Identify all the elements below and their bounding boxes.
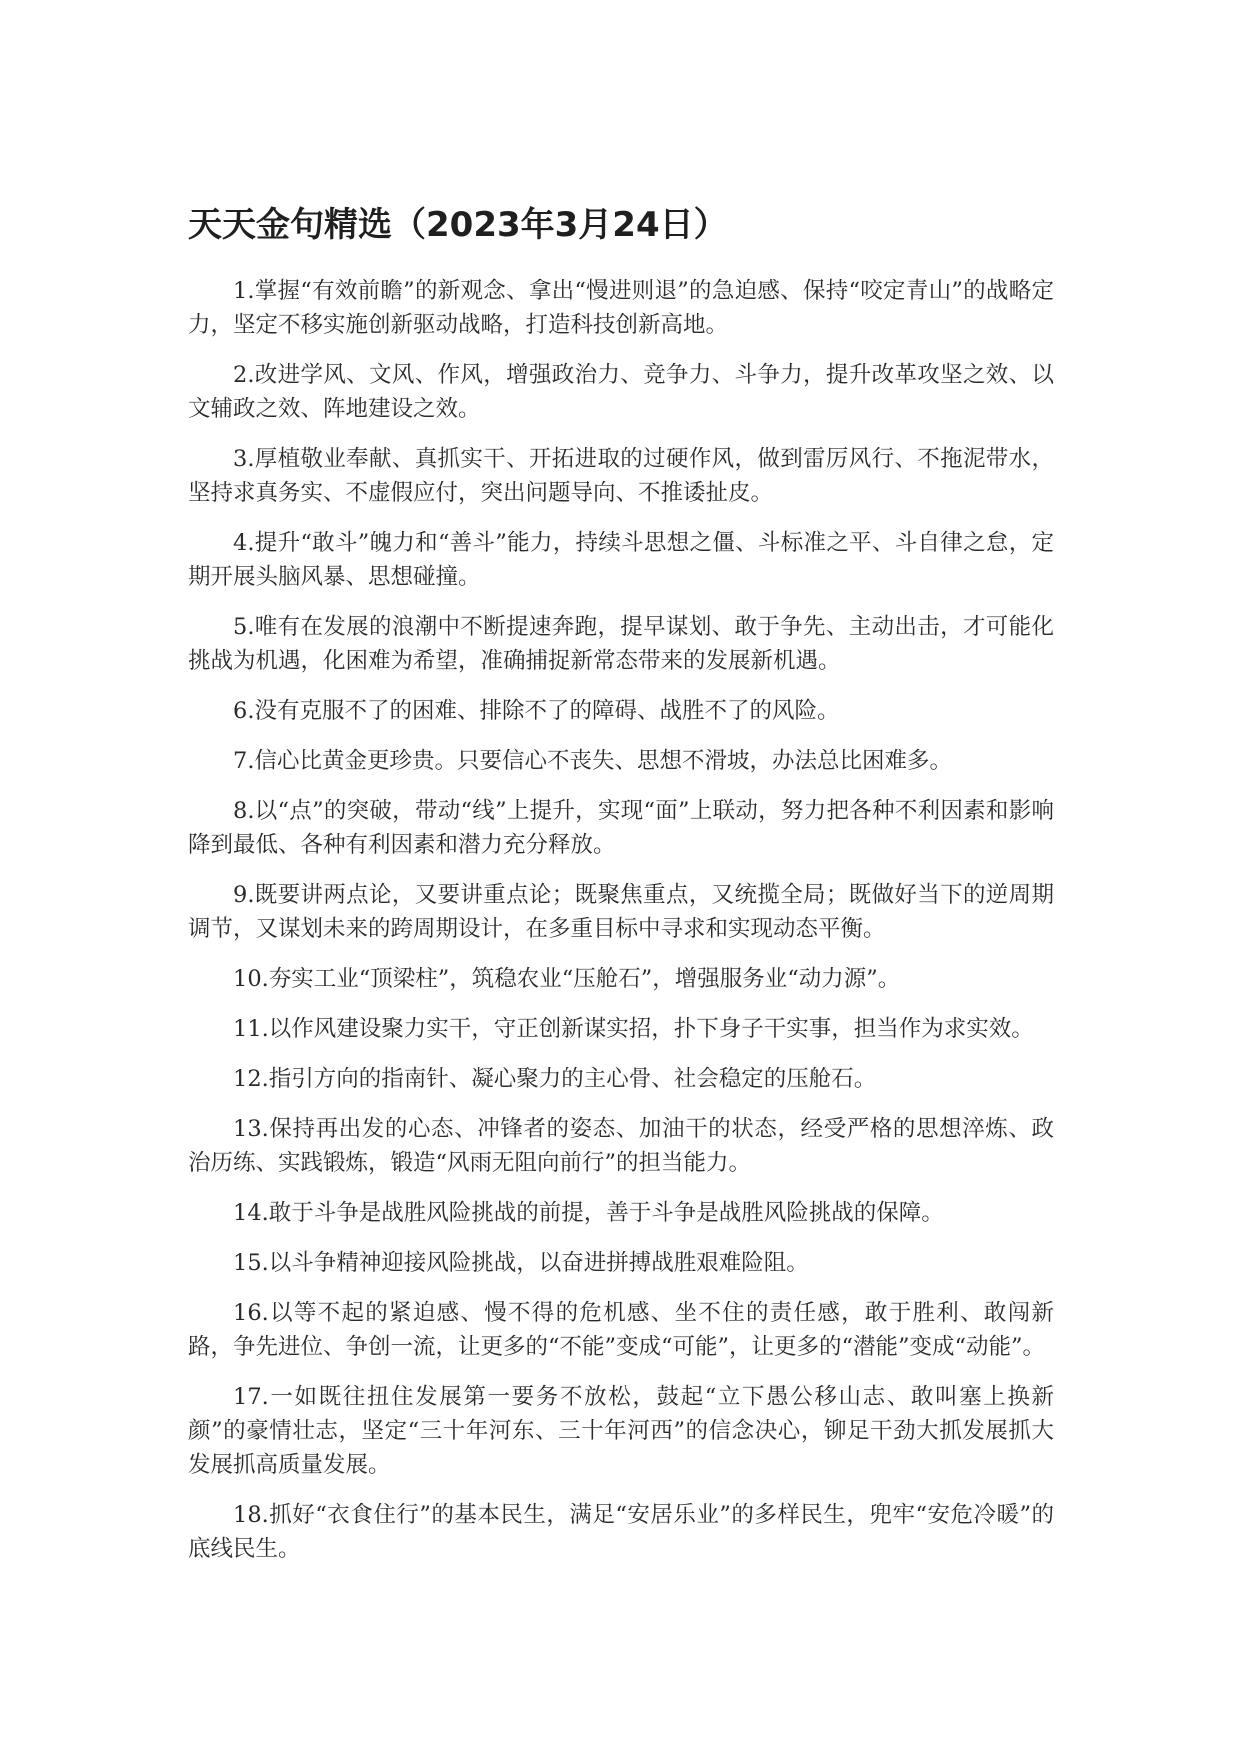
paragraph-1: 1.掌握“有效前瞻”的新观念、拿出“慢进则退”的急迫感、保持“咬定青山”的战略定力，坚定不移实施创新驱动战略，打造科技创新高地。	[188, 278, 1054, 338]
paragraph-18: 18.抓好“衣食住行”的基本民生，满足“安居乐业”的多样民生，兜牢“安危冷暖”的底线民生。	[188, 1502, 1054, 1562]
paragraph-8: 8.以“点”的突破，带动“线”上提升，实现“面”上联动，努力把各种不利因素和影响降到最低、各种有利因素和潜力充分释放。	[188, 798, 1054, 858]
paragraph-16: 16.以等不起的紧迫感、慢不得的危机感、坐不住的责任感，敢于胜利、敢闯新路，争先进位、争创一流，让更多的“不能”变成“可能”，让更多的“潜能”变成“动能”。	[188, 1300, 1054, 1360]
paragraph-10: 10.夯实工业“顶梁柱”，筑稳农业“压舱石”，增强服务业“动力源”。	[233, 966, 901, 992]
paragraph-13: 13.保持再出发的心态、冲锋者的姿态、加油干的状态，经受严格的思想淬炼、政治历练、实践锻炼，锻造“风雨无阻向前行”的担当能力。	[188, 1116, 1054, 1176]
paragraph-9: 9.既要讲两点论，又要讲重点论；既聚焦重点，又统揽全局；既做好当下的逆周期调节，又谋划未来的跨周期设计，在多重目标中寻求和实现动态平衡。	[188, 882, 1054, 942]
paragraph-15: 15.以斗争精神迎接风险挑战，以奋进拼搏战胜艰难险阻。	[233, 1250, 809, 1276]
paragraph-17: 17.一如既往扭住发展第一要务不放松，鼓起“立下愚公移山志、敢叫塞上换新颜”的豪情壮志，坚定“三十年河东、三十年河西”的信念决心，铆足干劲大抓发展抓大发展抓高质量发展。	[188, 1384, 1054, 1478]
paragraph-14: 14.敢于斗争是战胜风险挑战的前提，善于斗争是战胜风险挑战的保障。	[233, 1200, 944, 1226]
paragraph-12: 12.指引方向的指南针、凝心聚力的主心骨、社会稳定的压舱石。	[233, 1066, 877, 1092]
paragraph-4: 4.提升“敢斗”魄力和“善斗”能力，持续斗思想之僵、斗标准之平、斗自律之怠，定期开展头脑风暴、思想碰撞。	[188, 530, 1054, 590]
document-body	[188, 274, 1054, 1582]
document-title: 天天金句精选（2023年3月24日）	[188, 205, 728, 245]
paragraph-3: 3.厚植敬业奉献、真抓实干、开拓进取的过硬作风，做到雷厉风行、不拖泥带水，坚持求真务实、不虚假应付，突出问题导向、不推诿扯皮。	[188, 446, 1054, 506]
paragraph-6: 6.没有克服不了的困难、排除不了的障碍、战胜不了的风险。	[233, 698, 840, 724]
paragraph-2: 2.改进学风、文风、作风，增强政治力、竞争力、斗争力，提升改革攻坚之效、以文辅政之效、阵地建设之效。	[188, 362, 1054, 422]
paragraph-5: 5.唯有在发展的浪潮中不断提速奔跑，提早谋划、敢于争先、主动出击，才可能化挑战为机遇，化困难为希望，准确捕捉新常态带来的发展新机遇。	[188, 614, 1054, 674]
paragraph-11: 11.以作风建设聚力实干，守正创新谋实招，扑下身子干实事，担当作为求实效。	[233, 1016, 1034, 1042]
paragraph-7: 7.信心比黄金更珍贵。只要信心不丧失、思想不滑坡，办法总比困难多。	[233, 748, 952, 774]
